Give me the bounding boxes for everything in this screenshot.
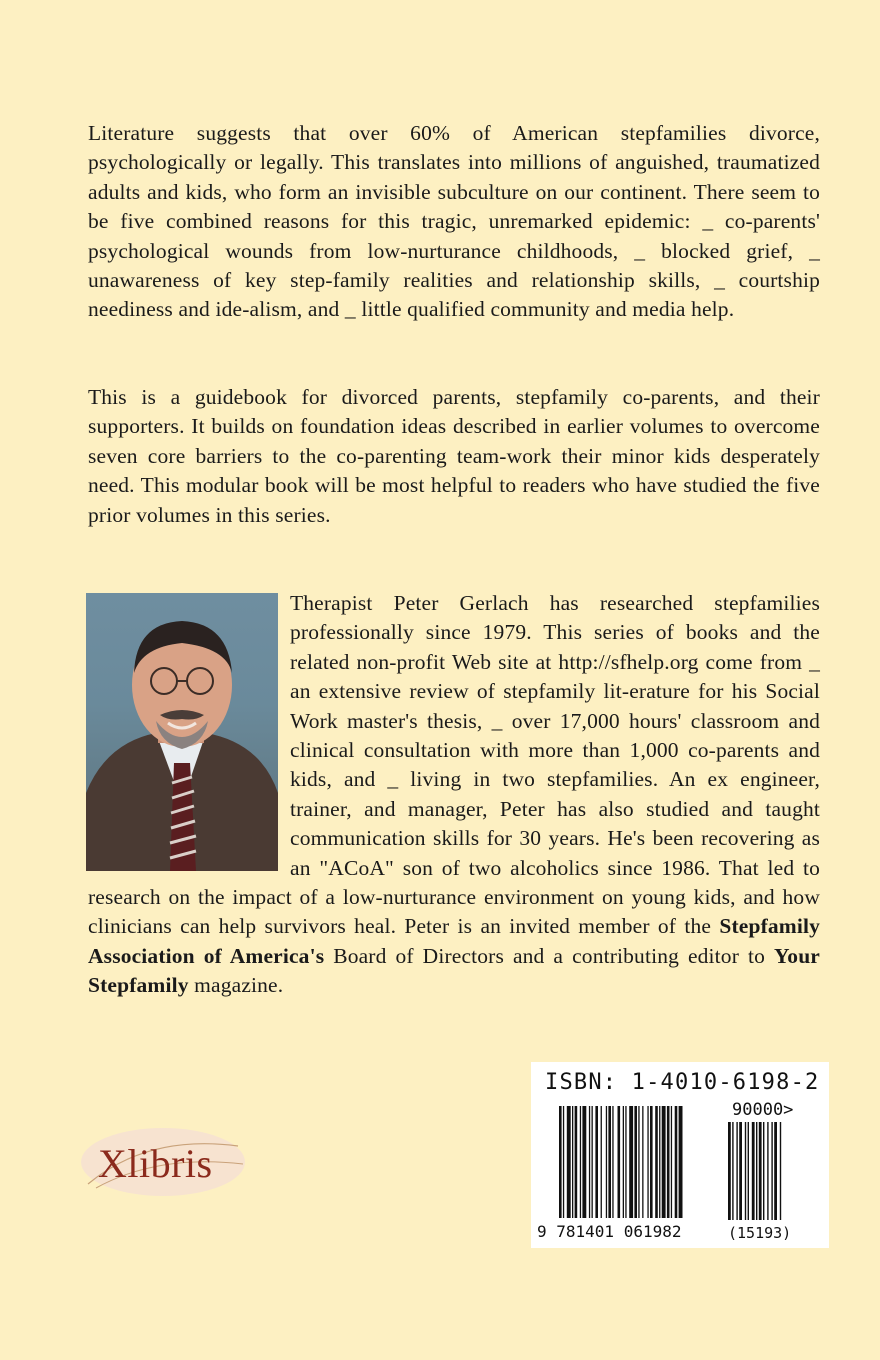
description-paragraph: Literature suggests that over 60% of American stepfamilies divorce, psychologically or legally. This translates into millions of anguished, traumatized adults and kids, who form an invisible subculture on our continent. There seem to be five combined reasons for this tragic, unremarked epidemic: _ co-parents' psychological wounds from low-nurturance childhoods, _ blocked grief, _ unawareness of key step-family realities and relationship skills, _ courtship neediness and ide-alism, and _ little qualified community and media help. <box>88 121 820 322</box>
bio-text: Therapist Peter Gerlach has researched stepfamilies professionally since 1979. This series of books and the related non-profit Web site at http://sfhelp.org come from _ an extensive review of stepfamily lit-erature for his Social Work master's thesis, _ over 17,000 hours' classroom and clinical consultation with more than 1,000 co-parents and kids, and _ living in two stepfamilies. An ex engineer, trainer, and manager, Peter has also studied and taught communication skills for 30 years. He's been recovering as an "ACoA" son of two alcoholics since 1986. That led to research on the impact of a low-nurturance environment on young kids, and how clinicians can help survivors heal. Peter is an invited member of the <box>88 591 820 939</box>
bio-organization: Stepfamily Association of America's <box>88 914 820 968</box>
bio-text-end: magazine. <box>194 973 284 998</box>
xlibris-logo <box>78 1124 248 1200</box>
barcode-panel <box>531 1062 829 1248</box>
author-bio <box>88 589 820 1001</box>
author-photo <box>86 593 278 871</box>
addon-digits: (15193) <box>728 1224 792 1242</box>
ean-barcode <box>531 1062 829 1248</box>
isbn-number: ISBN: 1-4010-6198-2 <box>545 1070 820 1095</box>
price-code: 90000> <box>732 1100 794 1120</box>
ean-digits: 9 781401 061982 <box>537 1222 682 1241</box>
xlibris-logo-text: Xlibris <box>98 1141 213 1186</box>
bio-magazine: Your Stepfamily <box>88 943 820 998</box>
bio-text-continued: Board of Directors and a contributing editor to <box>333 943 766 968</box>
guidebook-paragraph: This is a guidebook for divorced parents, stepfamily co-parents, and their supporters. It builds on foundation ideas described in earlier volumes to overcome seven core barriers to the co-parenting team-work their minor kids desperately need. This modular book will be most helpful to readers who have studied the five prior volumes in this series. <box>88 385 820 527</box>
